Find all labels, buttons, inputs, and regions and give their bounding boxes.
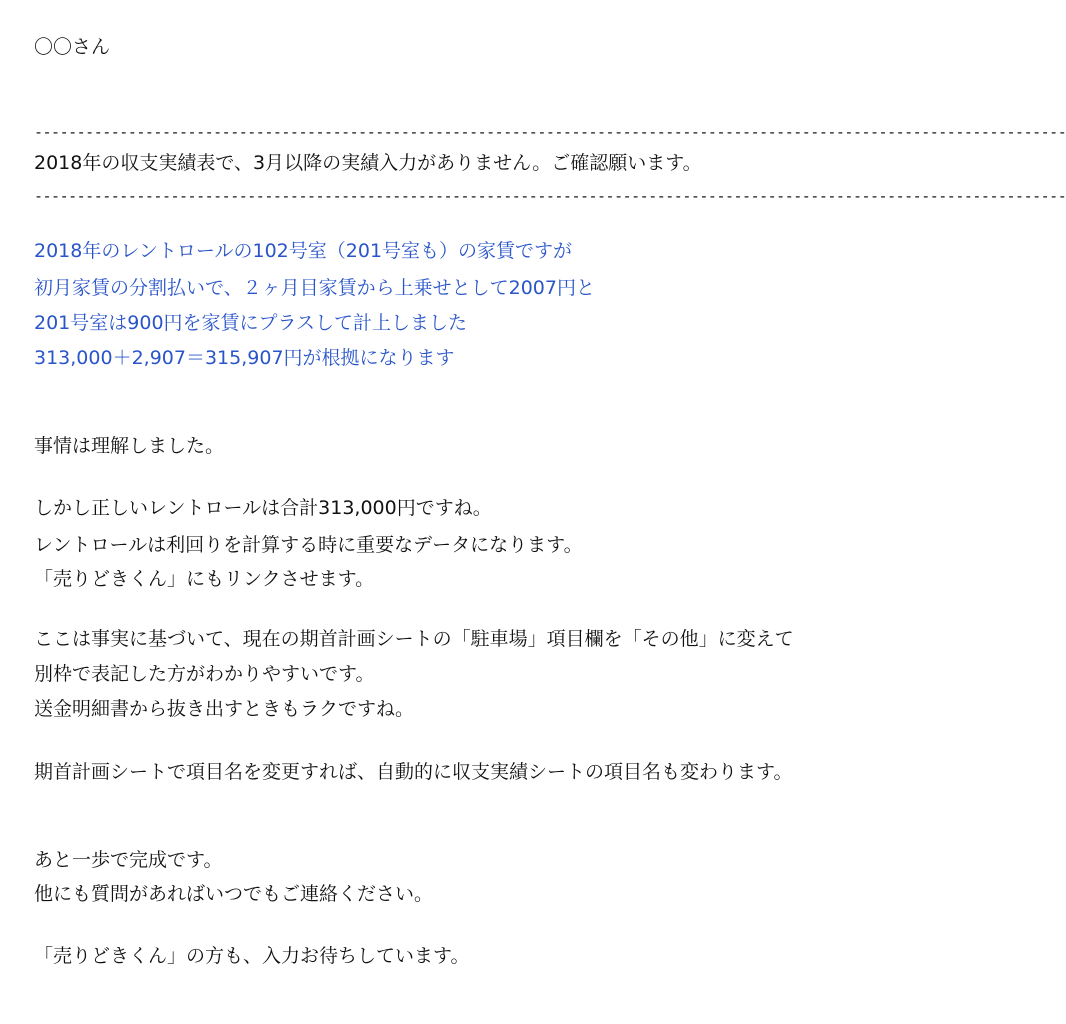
body-line: 別枠で表記した方がわかりやすいです。 <box>34 663 375 685</box>
body-line: 他にも質問があればいつでもご連絡ください。 <box>34 883 434 905</box>
body-line: しかし正しいレントロールは合計313,000円ですね。 <box>34 497 492 519</box>
body-line: 送金明細書から抜き出すときもラクですね。 <box>34 698 415 720</box>
body-paragraph: 事情は理解しました。 <box>34 435 225 457</box>
divider-bottom: ------------------------------------------------------------------------------------------------------------------------- <box>34 187 1066 205</box>
quoted-line: 初月家賃の分割払いで、２ヶ月目家賃から上乗せとして2007円と <box>34 277 595 299</box>
greeting: 〇〇さん <box>34 36 111 58</box>
quoted-line: 313,000＋2,907＝315,907円が根拠になります <box>34 347 455 369</box>
divider-top: ------------------------------------------------------------------------------------------------------------------------- <box>34 123 1066 141</box>
body-line: ここは事実に基づいて、現在の期首計画シートの「駐車場」項目欄を「その他」に変えて <box>34 628 794 650</box>
body-line: レントロールは利回りを計算する時に重要なデータになります。 <box>34 534 583 556</box>
body-paragraph: 「売りどきくん」の方も、入力お待ちしています。 <box>34 945 470 967</box>
notice-text: 2018年の収支実績表で、3月以降の実績入力がありません。ご確認願います。 <box>34 152 702 174</box>
body-line: あと一歩で完成です。 <box>34 849 223 871</box>
body-line: 「売りどきくん」にもリンクさせます。 <box>34 568 375 590</box>
quoted-line: 201号室は900円を家賃にプラスして計上しました <box>34 312 467 334</box>
body-paragraph: 期首計画シートで項目名を変更すれば、自動的に収支実績シートの項目名も変わります。 <box>34 761 793 783</box>
quoted-line: 2018年のレントロールの102号室（201号室も）の家賃ですが <box>34 240 573 262</box>
